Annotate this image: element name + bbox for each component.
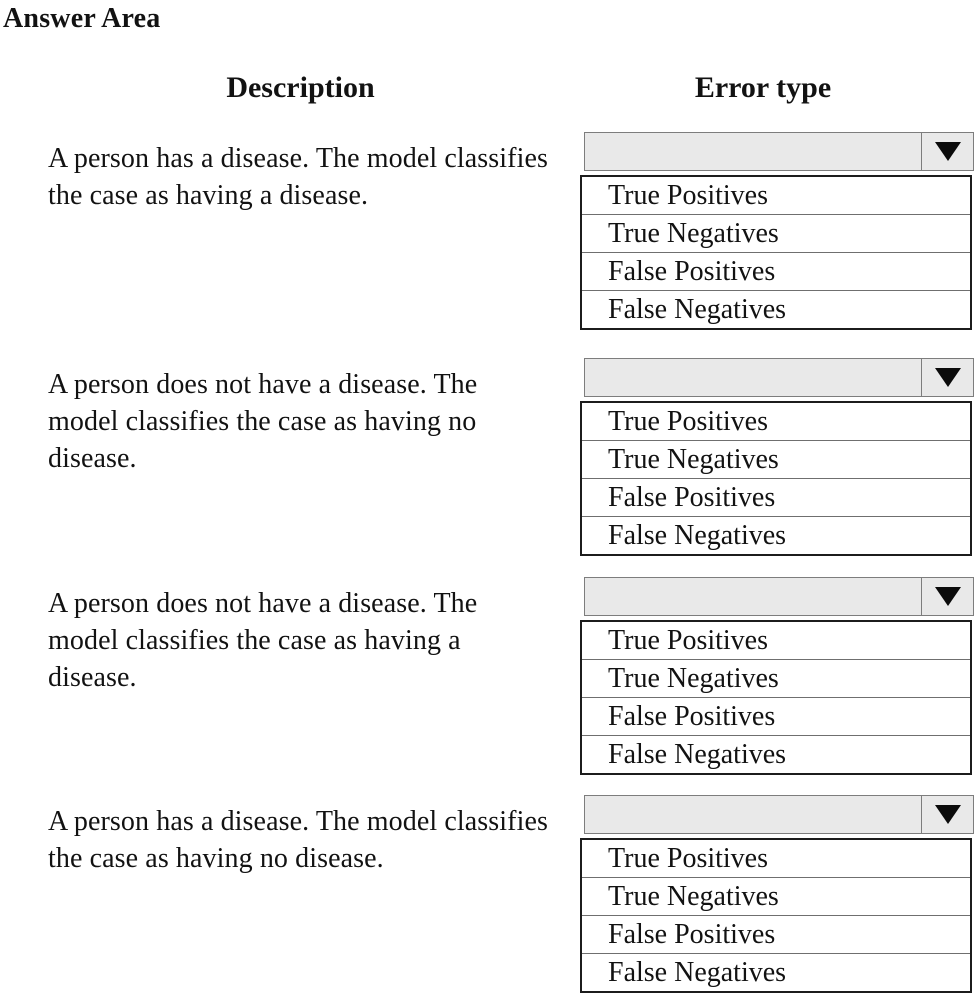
dropdown-option[interactable]: True Positives [608,625,769,656]
caret-down-icon [935,142,961,161]
error-type-cell [580,577,974,775]
answer-rows [0,132,974,993]
dropdown-arrow[interactable] [921,578,973,615]
dropdown-options-list [580,838,972,993]
answer-row-3 [0,577,974,775]
error-type-cell [580,795,974,993]
error-type-cell [580,358,974,556]
dropdown-options-list [580,401,972,556]
dropdown-options-list [580,175,972,330]
description-text: A person does not have a disease. The model classifies the case as having a disease. [48,588,478,693]
caret-down-icon [935,805,961,824]
dropdown-options-list [580,620,972,775]
answer-row-2 [0,358,974,556]
dropdown-arrow[interactable] [921,359,973,396]
dropdown-option[interactable]: True Negatives [582,214,970,252]
dropdown-option[interactable]: True Positives [608,843,769,874]
dropdown-option[interactable]: False Negatives [582,290,970,328]
column-headers [0,70,974,105]
dropdown-arrow[interactable] [921,133,973,170]
dropdown-option[interactable]: False Positives [582,697,970,735]
dropdown-option[interactable]: True Negatives [582,659,970,697]
dropdown-option[interactable]: False Negatives [582,516,970,554]
caret-down-icon [935,368,961,387]
error-type-select[interactable] [584,132,974,171]
error-type-cell [580,132,974,330]
dropdown-option[interactable]: False Positives [582,478,970,516]
column-header-error-type: Error type [694,71,832,104]
answer-row-4 [0,795,974,993]
page-title: Answer Area [3,3,161,34]
answer-row-1 [0,132,974,330]
select-value [585,359,921,396]
dropdown-option[interactable]: True Negatives [582,877,970,915]
error-type-select[interactable] [584,795,974,834]
dropdown-option[interactable]: True Positives [608,406,769,437]
select-value [585,578,921,615]
dropdown-arrow[interactable] [921,796,973,833]
dropdown-option[interactable]: True Negatives [582,440,970,478]
column-header-description: Description [226,71,375,104]
select-value [585,796,921,833]
dropdown-option[interactable]: False Positives [582,252,970,290]
description-text: A person has a disease. The model classifies the case as having a disease. [48,143,548,211]
description-text: A person has a disease. The model classifies the case as having no disease. [48,806,548,874]
dropdown-option[interactable]: True Positives [608,180,769,211]
select-value [585,133,921,170]
description-text: A person does not have a disease. The model classifies the case as having no disease. [48,369,478,474]
dropdown-option[interactable]: False Positives [582,915,970,953]
caret-down-icon [935,587,961,606]
dropdown-option[interactable]: False Negatives [582,735,970,773]
dropdown-option[interactable]: False Negatives [582,953,970,991]
error-type-select[interactable] [584,358,974,397]
error-type-select[interactable] [584,577,974,616]
